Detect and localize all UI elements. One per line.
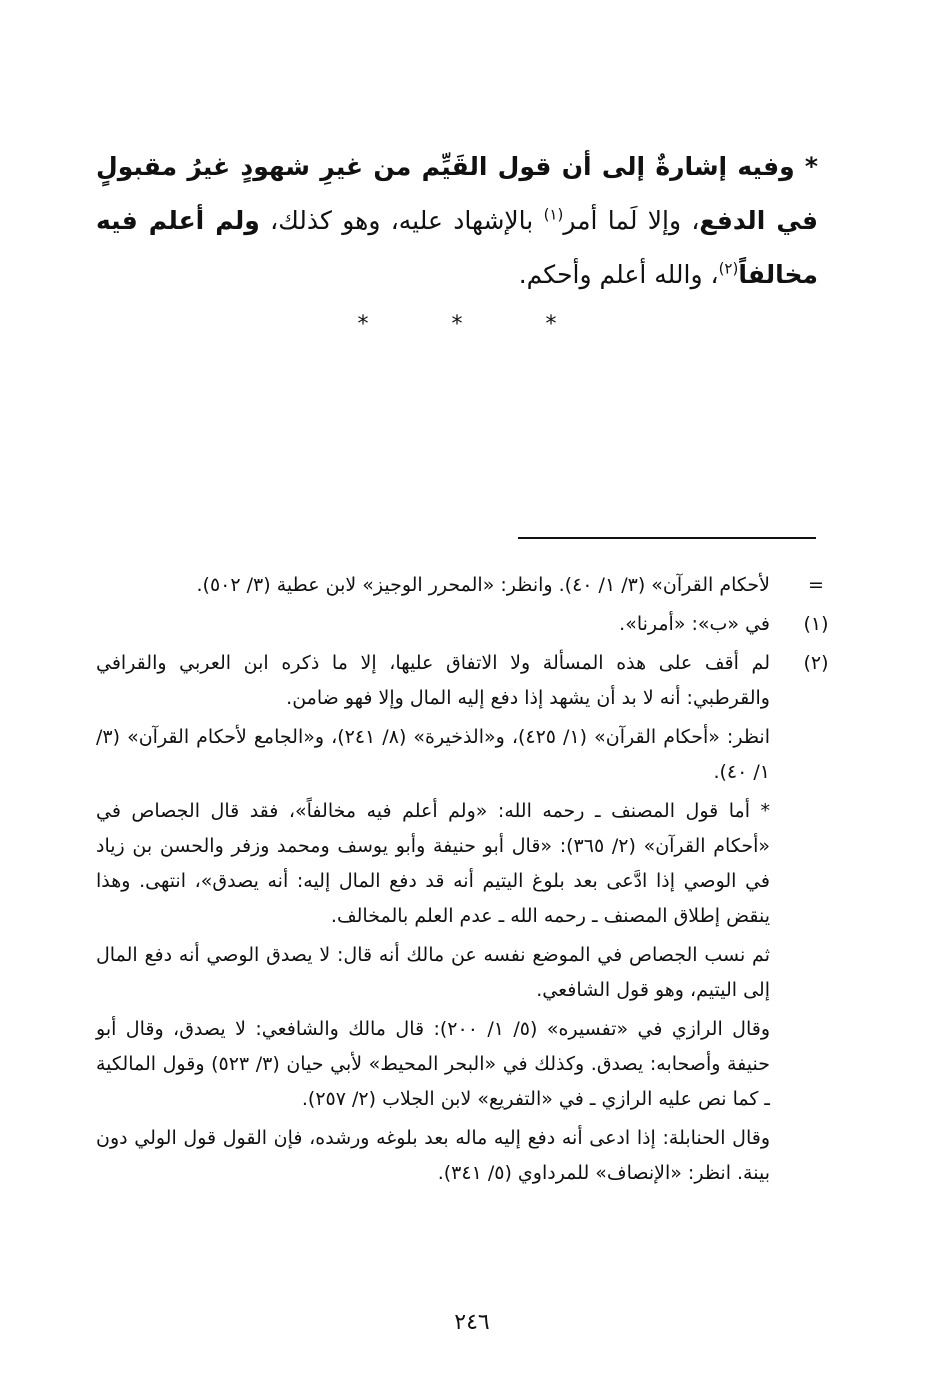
footnote-paragraph: انظر: «أحكام القرآن» (١/ ٤٢٥)، و«الذخيرة» (٨/ ٢٤١)، و«الجامع لأحكام القرآن» (٣/ ١/ ٤٠). bbox=[96, 726, 770, 783]
footnote-marker: (٢) bbox=[803, 652, 829, 674]
section-divider bbox=[0, 312, 944, 337]
main-sep: ، وإلا لَما أمر bbox=[563, 206, 700, 235]
footnote-marker: = bbox=[808, 574, 824, 596]
footnotes bbox=[96, 568, 836, 1191]
footnote-paragraph: لم أقف على هذه المسألة ولا الاتفاق عليها، إلا ما ذكره ابن العربي والقرافي والقرطبي: أنه لا بد أن يشهد إذا دفع إليه المال وإلا فهو ضامن. bbox=[96, 652, 770, 709]
divider-asterisk: * bbox=[545, 312, 587, 337]
page-number: ٢٤٦ bbox=[454, 1310, 490, 1335]
footnote-ref-1[interactable]: (١) bbox=[543, 205, 564, 224]
main-paragraph bbox=[96, 140, 818, 302]
footnote-paragraph: لأحكام القرآن» (٣/ ١/ ٤٠). وانظر: «المحرر الوجيز» لابن عطية (٣/ ٥٠٢). bbox=[196, 574, 770, 596]
main-bold-2: ولم أعلم فيه مخالفاً bbox=[96, 206, 818, 289]
footnote-ref-2[interactable]: (٢) bbox=[718, 259, 739, 278]
footnote-paragraph: وقال الرازي في «تفسيره» (٥/ ١/ ٢٠٠): قال مالك والشافعي: لا يصدق، وقال أبو حنيفة وأصحابه: يصدق. وكذلك في «البحر المحيط» لأبي حيان (٣/ ٥٢٣) وقول المالكية ـ كما نص عليه الرازي ـ في «التفريع» لابن الجلاب (٢/ ٢٥٧). bbox=[96, 1018, 770, 1110]
footnote-separator bbox=[518, 537, 816, 539]
footnote-marker: (١) bbox=[803, 613, 829, 635]
footnote-paragraph: ثم نسب الجصاص في الموضع نفسه عن مالك أنه قال: لا يصدق الوصي أنه دفع المال إلى اليتيم، وهو قول الشافعي. bbox=[96, 944, 770, 1001]
footnote-1 bbox=[96, 607, 836, 642]
footnote-continuation bbox=[96, 568, 836, 603]
main-text-3: ، والله أعلم وأحكم. bbox=[518, 260, 719, 289]
footnote-paragraph: * أما قول المصنف ـ رحمه الله: «ولم أعلم فيه مخالفاً»، فقد قال الجصاص في «أحكام القرآن» (٢/ ٣٦٥): «قال أبو حنيفة وأبو يوسف ومحمد وزفر والحسن بن زياد في الوصي إذا ادَّعى بعد بلوغ اليتيم أنه قد دفع المال إليه: أنه يصدق»، انتهى. وهذا ينقض إطلاق المصنف ـ رحمه الله ـ عدم العلم بالمخالف. bbox=[96, 800, 770, 927]
footnote-paragraph: وقال الحنابلة: إذا ادعى أنه دفع إليه ماله بعد بلوغه ورشده، فإن القول قول الولي دون بينة. انظر: «الإنصاف» للمرداوي (٥/ ٣٤١). bbox=[96, 1127, 770, 1184]
footnote-2 bbox=[96, 646, 836, 1191]
main-lead: * وفيه إشارةٌ إلى أن قول القَيِّم من غيرِ شهودٍ غيرُ مقبولٍ في الدفع bbox=[96, 152, 818, 235]
main-text-2: بالإشهاد عليه، وهو كذلك، bbox=[259, 206, 544, 235]
footnote-paragraph: في «ب»: «أمرنا». bbox=[619, 613, 770, 635]
divider-asterisk: * bbox=[357, 312, 399, 337]
divider-asterisk: * bbox=[451, 312, 493, 337]
